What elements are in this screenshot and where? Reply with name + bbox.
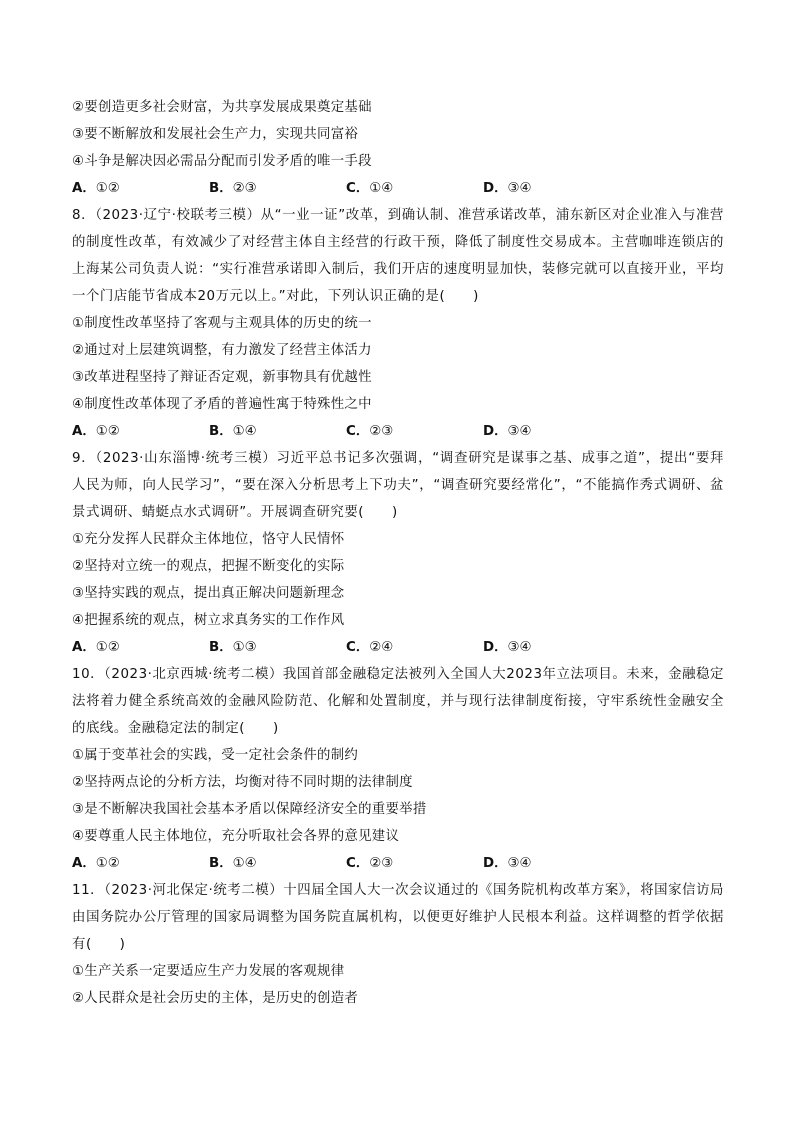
statement-2: ②通过对上层建筑调整，有力激发了经营主体活力 bbox=[72, 343, 372, 358]
statement-2: ②要创造更多社会财富，为共享发展成果奠定基础 bbox=[72, 100, 372, 115]
question-stem: 11．（2023·河北保定·统考二模）十四届全国人大一次会议通过的《国务院机构改革方案》，将国家信访局由国务院办公厅管理的国家局调整为国务院直属机构，以便更好维护人民根本利益。这样调整的哲学依据有( ) bbox=[72, 883, 724, 952]
option-a: A．①② bbox=[72, 181, 120, 196]
option-a: A．①② bbox=[72, 424, 120, 439]
statement-3: ③要不断解放和发展社会生产力，实现共同富裕 bbox=[72, 127, 359, 142]
statement-1: ①充分发挥人民群众主体地位，恪守人民情怀 bbox=[72, 532, 345, 547]
option-d: D．③④ bbox=[483, 424, 532, 439]
answer-options bbox=[72, 418, 724, 445]
statement-4: ④要尊重人民主体地位，充分听取社会各界的意见建议 bbox=[72, 829, 400, 844]
option-b: B．②③ bbox=[209, 181, 257, 196]
option-a: A．①② bbox=[72, 856, 120, 871]
option-b: B．①④ bbox=[209, 856, 257, 871]
statement-1: ①生产关系一定要适应生产力发展的客观规律 bbox=[72, 964, 345, 979]
option-b: B．①④ bbox=[209, 424, 257, 439]
statement-4: ④把握系统的观点，树立求真务实的工作作风 bbox=[72, 613, 345, 628]
statement-2: ②人民群众是社会历史的主体，是历史的创造者 bbox=[72, 991, 359, 1006]
question-stem: 9．（2023·山东淄博·统考三模）习近平总书记多次强调，“调查研究是谋事之基、成事之道”，提出“要拜人民为师，向人民学习”，“要在深入分析思考上下功夫”，“调查研究要经常化”，“不能搞作秀式调研、盆景式调研、蜻蜓点水式调研”。开展调查研究要( ) bbox=[72, 451, 724, 520]
option-c: C．②③ bbox=[346, 424, 394, 439]
statement-3: ③坚持实践的观点，提出真正解决问题新理念 bbox=[72, 586, 345, 601]
option-a: A．①② bbox=[72, 640, 120, 655]
question-11 bbox=[72, 877, 724, 1012]
option-d: D．③④ bbox=[483, 181, 532, 196]
statement-2: ②坚持两点论的分析方法，均衡对待不同时期的法律制度 bbox=[72, 775, 413, 790]
option-c: C．①④ bbox=[346, 181, 394, 196]
question-10 bbox=[72, 661, 724, 877]
answer-options bbox=[72, 634, 724, 661]
question-stem: 10．（2023·北京西城·统考二模）我国首部金融稳定法被列入全国人大2023年立法项目。未来，金融稳定法将着力健全系统高效的金融风险防范、化解和处置制度，并与现行法律制度衔接，守牢系统性金融安全的底线。金融稳定法的制定( ) bbox=[72, 667, 724, 736]
statement-3: ③是不断解决我国社会基本矛盾以保障经济安全的重要举措 bbox=[72, 802, 427, 817]
question-7-continuation bbox=[72, 94, 724, 202]
statement-1: ①属于变革社会的实践，受一定社会条件的制约 bbox=[72, 748, 359, 763]
option-d: D．③④ bbox=[483, 640, 532, 655]
option-d: D．③④ bbox=[483, 856, 532, 871]
answer-options bbox=[72, 850, 724, 877]
statement-2: ②坚持对立统一的观点，把握不断变化的实际 bbox=[72, 559, 345, 574]
statement-4: ④制度性改革体现了矛盾的普遍性寓于特殊性之中 bbox=[72, 397, 372, 412]
option-b: B．①③ bbox=[209, 640, 257, 655]
statement-3: ③改革进程坚持了辩证否定观，新事物具有优越性 bbox=[72, 370, 372, 385]
statement-1: ①制度性改革坚持了客观与主观具体的历史的统一 bbox=[72, 316, 372, 331]
question-stem: 8．（2023·辽宁·校联考三模）从“一业一证”改革，到确认制、准营承诺改革，浦东新区对企业准入与准营的制度性改革，有效减少了对经营主体自主经营的行政干预，降低了制度性交易成本。主营咖啡连锁店的上海某公司负责人说：“实行准营承诺即入制后，我们开店的速度明显加快，装修完就可以直接开业，平均一个门店能节省成本20万元以上。”对此，下列认识正确的是( ) bbox=[72, 208, 724, 304]
answer-options bbox=[72, 175, 724, 202]
question-8 bbox=[72, 202, 724, 445]
page-content bbox=[72, 94, 724, 1012]
statement-4: ④斗争是解决因必需品分配而引发矛盾的唯一手段 bbox=[72, 154, 372, 169]
question-9 bbox=[72, 445, 724, 661]
option-c: C．②④ bbox=[346, 640, 394, 655]
option-c: C．②③ bbox=[346, 856, 394, 871]
